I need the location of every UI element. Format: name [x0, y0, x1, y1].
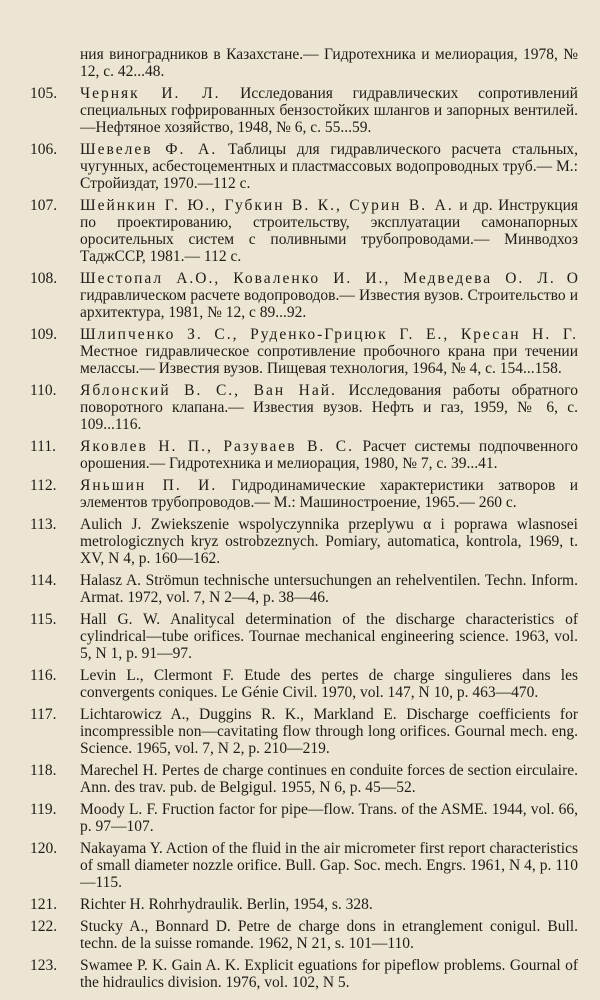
reference-text [80, 477, 578, 511]
reference-entry [30, 801, 578, 835]
reference-body: Расчет системы подпочвенного орошения.— Гидротехника и мелиорация, 1980, № 7, с. 39...41. [80, 438, 578, 472]
reference-text [80, 438, 578, 472]
reference-number: 106. [30, 141, 58, 158]
reference-number: 119. [30, 801, 57, 818]
reference-entry [30, 611, 578, 662]
reference-body: Richter H. Rohrhydraulik. Berlin, 1954, s. 328. [80, 896, 373, 913]
reference-body: Aulich J. Zwiekszenie wspolyczynnika przeplywu α i poprawa wlasnosei metrologicznych kryz ostrobzeznych. Pomiary, automatica, kontrola, 1969, t. XV, N 4, p. 160—162. [80, 516, 578, 567]
reference-body: ния виноградников в Казахстане.— Гидротехника и мелиорация, 1978, № 12, с. 42...48. [80, 46, 578, 80]
reference-entry [30, 918, 578, 952]
reference-entry [30, 46, 578, 80]
reference-body: Исследования гидравлических сопротивлений специальных гофрированных бензостойких шлангов и запорных вентилей.—Нефтяное хозяйство, 1948, № 6, с. 55...59. [80, 85, 578, 136]
reference-body: Lichtarowicz A., Duggins R. K., Markland E. Discharge coefficients for incompressible non—cavitating flow through long orifices. Gournal mech. eng. Science. 1965, vol. 7, N 2, p. 210—219. [80, 706, 578, 757]
reference-text [80, 667, 578, 701]
reference-body: Местное гидравлическое сопротивление пробочного крана при течении мелассы.— Известия вузов. Пищевая технология, 1964, № 4, с. 154...158. [80, 343, 578, 377]
reference-author: Шестопал А.О., Коваленко И. И., Медведева О. Л. [80, 270, 556, 287]
reference-body: Hall G. W. Analitycal determination of the discharge characteristics of cylindrical—tube orifices. Tournae mechanical engineering science. 1963, vol. 5, N 1, p. 91—97. [80, 611, 578, 662]
reference-entry [30, 326, 578, 377]
reference-text [80, 382, 578, 433]
reference-body: Stucky A., Bonnard D. Petre de charge dons in etranglement conigul. Bull. techn. de la suisse romande. 1962, N 21, s. 101—110. [80, 918, 578, 952]
reference-author: Шейнкин Г. Ю., Губкин В. К., Сурин В. А. [80, 197, 454, 214]
reference-entry [30, 957, 578, 991]
reference-entry [30, 896, 578, 913]
reference-number: 118. [30, 762, 57, 779]
reference-body: Исследования работы обратного поворотного клапана.— Известия вузов. Нефть и газ, 1959, № 6, с. 109...116. [80, 382, 578, 433]
reference-number: 121. [30, 896, 58, 913]
reference-text [80, 197, 578, 265]
reference-entry [30, 270, 578, 321]
reference-list [30, 46, 578, 991]
reference-number: 115. [30, 611, 57, 628]
reference-body: О гидравлическом расчете водопроводов.— Известия вузов. Строительство и архитектура, 1981, № 12, с 89...92. [80, 270, 578, 321]
reference-number: 120. [30, 840, 58, 857]
reference-author: Яньшин П. И. [80, 477, 218, 494]
reference-text [80, 326, 578, 377]
reference-author: Черняк И. Л. [80, 85, 221, 102]
reference-entry [30, 477, 578, 511]
reference-text [80, 611, 578, 662]
reference-author: Шлипченко З. С., Руденко-Грицюк Г. Е., Кресан Н. Г. [80, 326, 578, 343]
reference-entry [30, 141, 578, 192]
reference-entry [30, 706, 578, 757]
reference-body: Levin L., Clermont F. Etude des pertes de charge singulieres dans les convergents coniques. Le Génie Civil. 1970, vol. 147, N 10, p. 463—470. [80, 667, 578, 701]
reference-text [80, 840, 578, 891]
reference-entry [30, 572, 578, 606]
reference-author: Яковлев Н. П., Разуваев В. С. [80, 438, 354, 455]
reference-text [80, 706, 578, 757]
reference-body: Гидродинамические характеристики затворов и элементов трубопроводов.— М.: Машиностроение, 1965.— 260 с. [80, 477, 578, 511]
reference-number: 114. [30, 572, 57, 589]
reference-body: Swamee P. K. Gain A. K. Explicit eguations for pipeflow problems. Gournal of the hidraulics division. 1976, vol. 102, N 5. [80, 957, 578, 991]
reference-body: и др. Инструкция по проектированию, строительству, эксплуатации самонапорных оросительных систем с поливными трубопроводами.— Минводхоз ТаджССР, 1981.— 112 с. [80, 197, 579, 265]
reference-text [80, 801, 578, 835]
reference-number: 117. [30, 706, 57, 723]
reference-entry [30, 197, 578, 265]
reference-entry [30, 516, 578, 567]
reference-text [80, 85, 578, 136]
reference-entry [30, 85, 578, 136]
reference-entry [30, 840, 578, 891]
reference-author: Яблонский В. С., Ван Най. [80, 382, 337, 399]
reference-body: Таблицы для гидравлического расчета стальных, чугунных, асбестоцементных и пластмассовых водопроводных труб.— М.: Стройиздат, 1970.—112 с. [80, 141, 578, 192]
reference-number: 113. [30, 516, 57, 533]
reference-number: 105. [30, 85, 58, 102]
reference-text [80, 957, 578, 991]
reference-author: Шевелев Ф. А. [80, 141, 218, 158]
reference-body: Halasz A. Strömun technische untersuchungen an rehelventilen. Techn. Inform. Armat. 1972, vol. 7, N 2—4, p. 38—46. [80, 572, 578, 606]
reference-text [80, 270, 578, 321]
reference-number: 107. [30, 197, 58, 214]
reference-text [80, 762, 578, 796]
reference-number: 116. [30, 667, 57, 684]
reference-body: Moody L. F. Fruction factor for pipe—flow. Trans. of the ASME. 1944, vol. 66, p. 97—107. [80, 801, 578, 835]
reference-body: Nakayama Y. Action of the fluid in the air micrometer first report characteristics of small diameter nozzle orifice. Bull. Gap. Soc. mech. Engrs. 1961, N 4, p. 110—115. [80, 840, 578, 891]
reference-text [80, 896, 578, 913]
reference-number: 108. [30, 270, 58, 287]
reference-number: 111. [30, 438, 56, 455]
reference-text [80, 141, 578, 192]
reference-number: 109. [30, 326, 58, 343]
reference-number: 112. [30, 477, 57, 494]
reference-number: 110. [30, 382, 57, 399]
reference-text [80, 516, 578, 567]
reference-text [30, 46, 578, 80]
reference-number: 122. [30, 918, 58, 935]
reference-entry [30, 438, 578, 472]
reference-text [80, 572, 578, 606]
reference-body: Marechel H. Pertes de charge continues en conduite forces de section eirculaire. Ann. des trav. pub. de Belgigul. 1955, N 6, p. 45—52. [80, 762, 578, 796]
reference-number: 123. [30, 957, 58, 974]
reference-text [80, 918, 578, 952]
reference-entry [30, 382, 578, 433]
reference-entry [30, 762, 578, 796]
reference-entry [30, 667, 578, 701]
